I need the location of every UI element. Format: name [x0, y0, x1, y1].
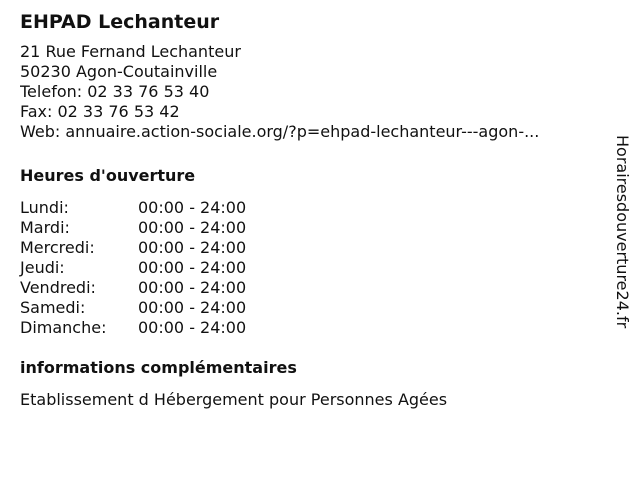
hours-row-lundi: [20, 198, 605, 218]
site-watermark: Horairesdouverture24.fr: [613, 135, 632, 329]
time-range: 00:00 - 24:00: [138, 258, 247, 277]
business-card: [20, 10, 605, 410]
fax-number: Fax: 02 33 76 53 42: [20, 102, 180, 121]
hours-row-vendredi: [20, 278, 605, 298]
phone-number: Telefon: 02 33 76 53 40: [20, 82, 210, 101]
info-description: Etablissement d Hébergement pour Personnes Agées: [20, 390, 448, 409]
city-address: 50230 Agon-Coutainville: [20, 62, 218, 81]
day-label: Lundi:: [20, 198, 69, 217]
business-name: EHPAD Lechanteur: [20, 11, 220, 33]
time-range: 00:00 - 24:00: [138, 318, 247, 337]
time-range: 00:00 - 24:00: [138, 298, 247, 317]
day-label: Jeudi:: [20, 258, 65, 277]
hours-row-samedi: [20, 298, 605, 318]
info-heading: informations complémentaires: [20, 358, 297, 377]
day-label: Mardi:: [20, 218, 70, 237]
hours-row-mercredi: [20, 238, 605, 258]
hours-table: [20, 198, 605, 338]
day-label: Vendredi:: [20, 278, 96, 297]
hours-row-dimanche: [20, 318, 605, 338]
website-link[interactable]: Web: annuaire.action-sociale.org/?p=ehpad-lechanteur---agon-...: [20, 122, 540, 141]
time-range: 00:00 - 24:00: [138, 218, 247, 237]
day-label: Samedi:: [20, 298, 86, 317]
hours-row-mardi: [20, 218, 605, 238]
street-address: 21 Rue Fernand Lechanteur: [20, 42, 241, 61]
time-range: 00:00 - 24:00: [138, 198, 247, 217]
time-range: 00:00 - 24:00: [138, 278, 247, 297]
day-label: Dimanche:: [20, 318, 107, 337]
day-label: Mercredi:: [20, 238, 95, 257]
hours-row-jeudi: [20, 258, 605, 278]
time-range: 00:00 - 24:00: [138, 238, 247, 257]
hours-heading: Heures d'ouverture: [20, 166, 196, 185]
